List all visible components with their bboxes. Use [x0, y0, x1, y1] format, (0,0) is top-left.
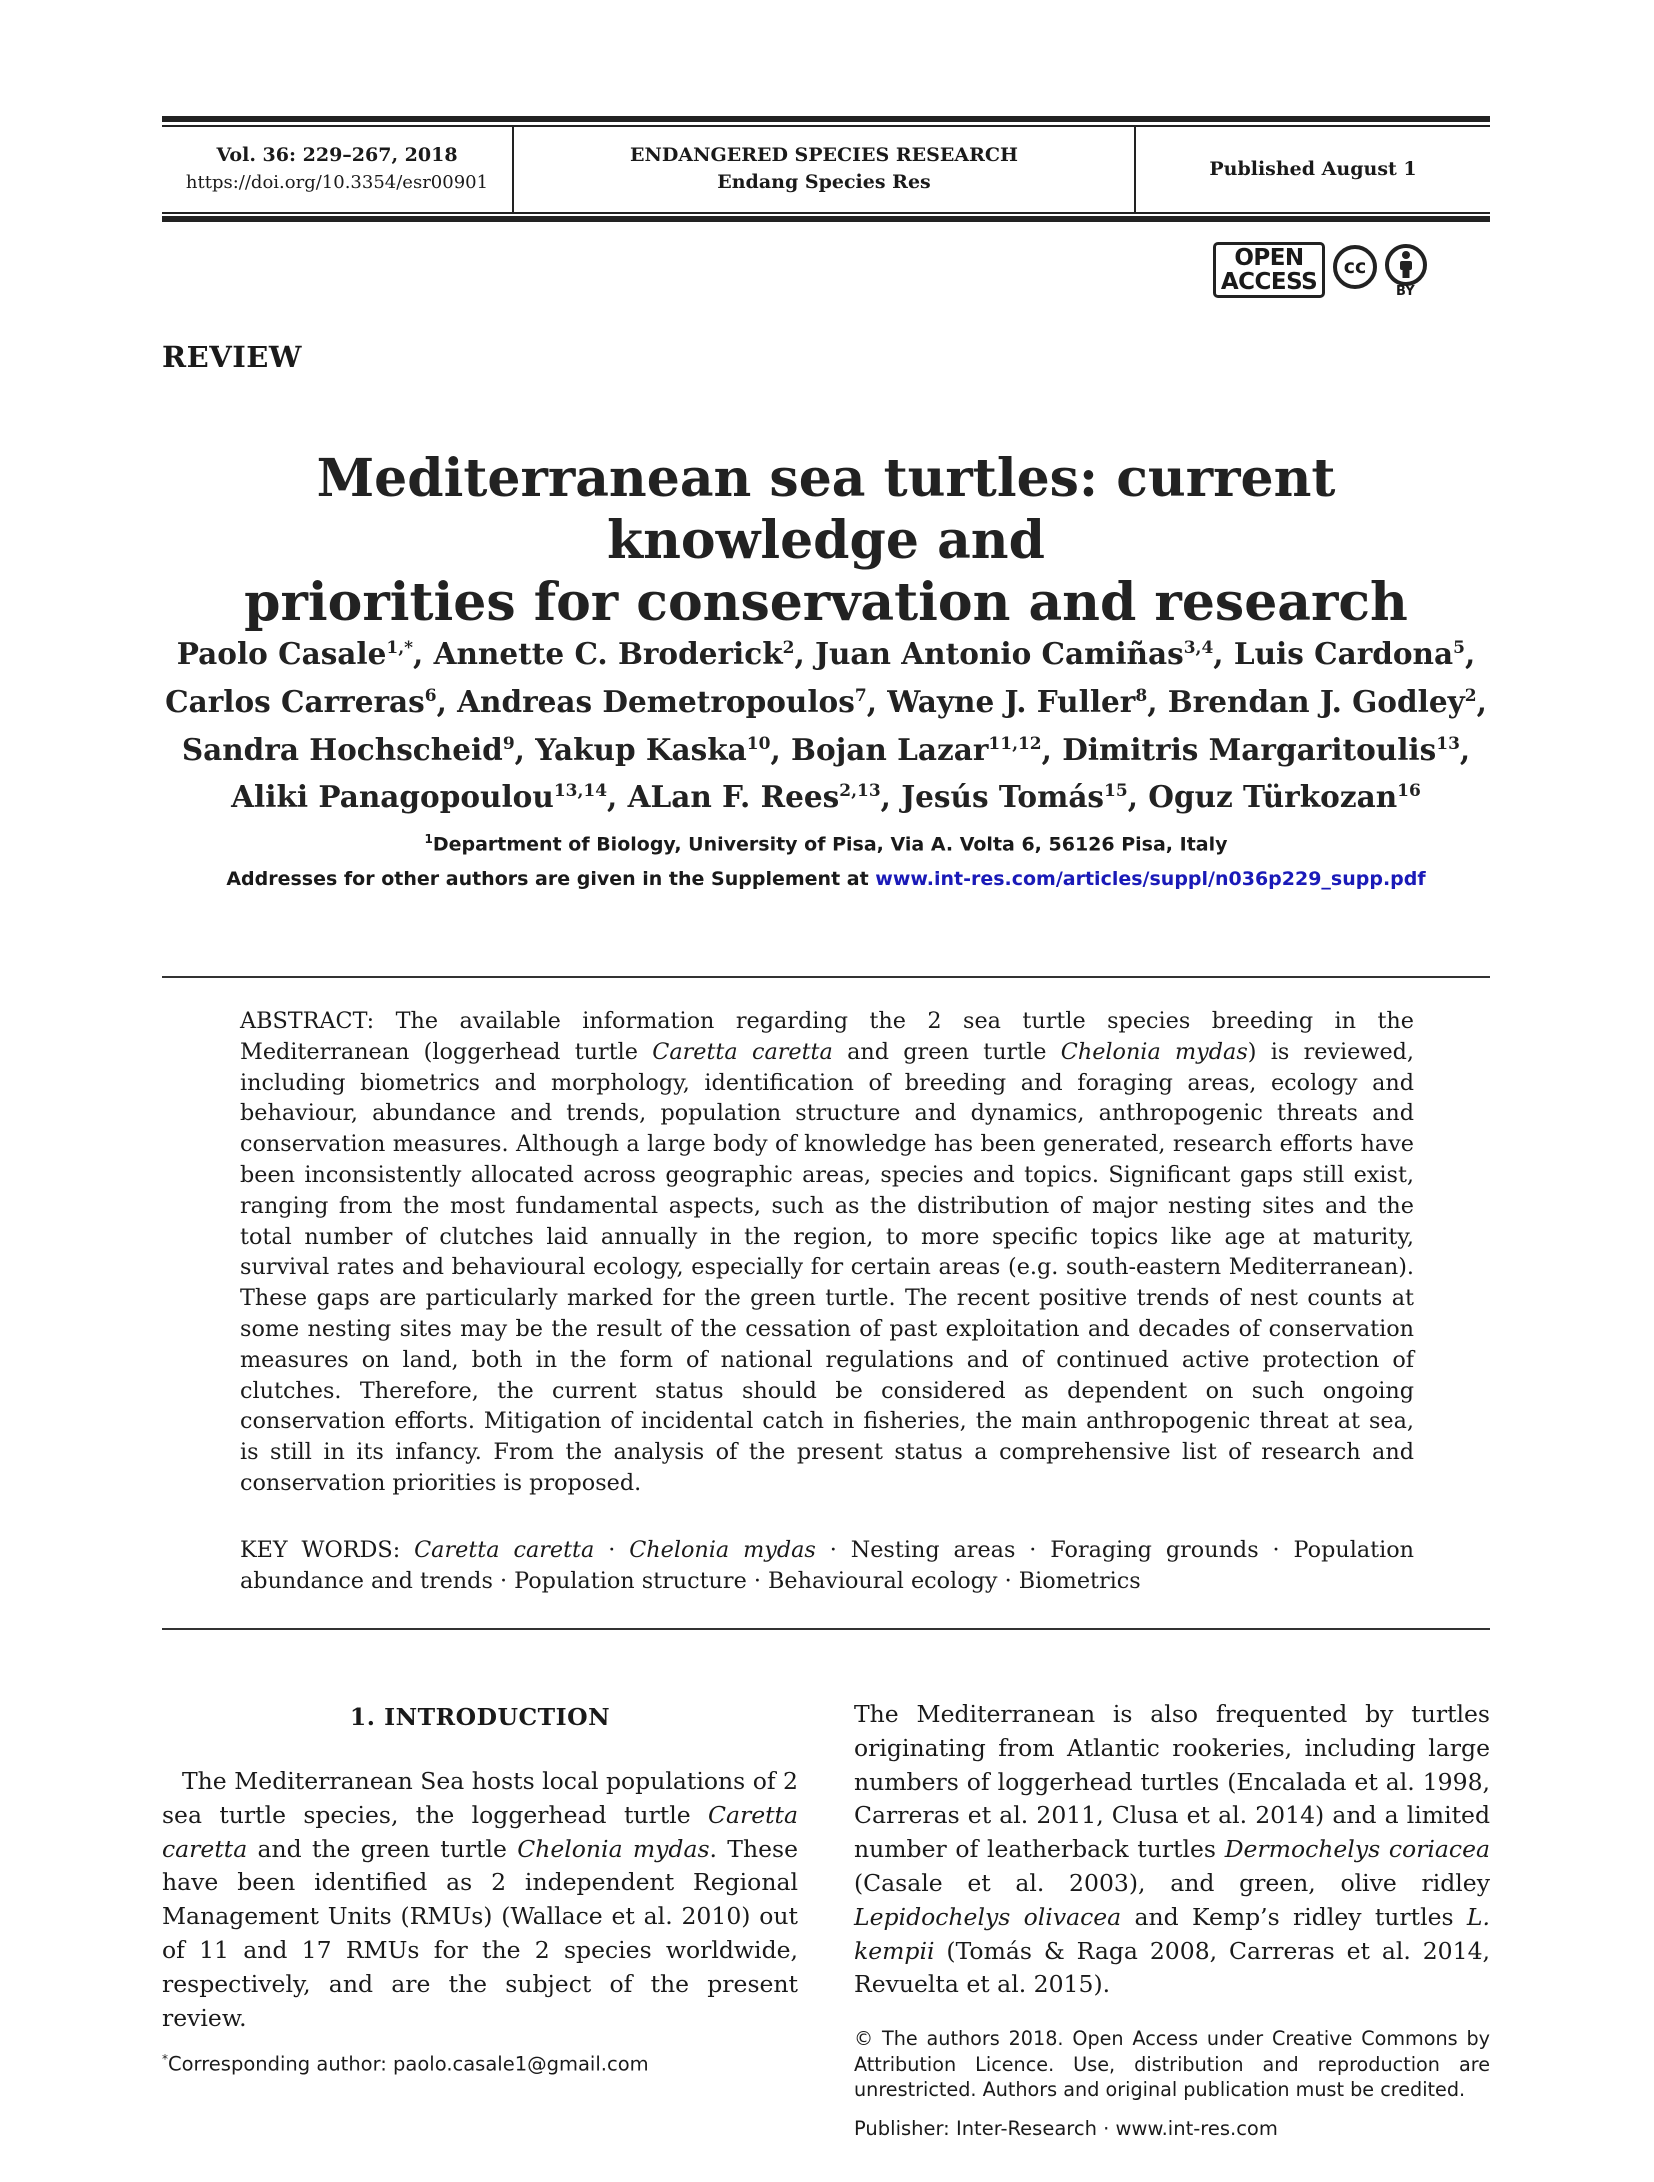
- author-name: Luis Cardona: [1233, 635, 1454, 671]
- header-volume-cell: [162, 126, 512, 212]
- author-name: Andreas Demetropoulos: [457, 683, 855, 719]
- author-separator: ,: [1127, 779, 1149, 815]
- author-separator: ,: [1041, 731, 1063, 767]
- supplement-link[interactable]: www.int-res.com/articles/suppl/n036p229_supp.pdf: [875, 868, 1426, 891]
- author-separator: ,: [436, 683, 458, 719]
- keywords: KEY WORDS: Caretta caretta · Chelonia mydas · Nesting areas · Foraging grounds · Population abundance and trends · Population structure · Behavioural ecology · Biometrics: [240, 1537, 1415, 1594]
- publisher-line: Publisher: Inter-Research · www.int-res.com: [854, 2117, 1278, 2140]
- open-access-icon: OPEN ACCESS: [1213, 242, 1325, 298]
- author-affiliation-marker: 11,12: [988, 733, 1042, 754]
- doi-link[interactable]: https://doi.org/10.3354/esr00901: [185, 172, 489, 193]
- author-separator: ,: [413, 635, 434, 671]
- author-affiliation-marker: 10: [746, 733, 771, 754]
- journal-abbrev: Endang Species Res: [717, 171, 931, 193]
- author-name: Annette C. Broderick: [433, 635, 783, 671]
- license-notice: © The authors 2018. Open Access under Creative Commons by Attribution Licence. Use, distribution and reproduction are unrestricted. Authors and original publication must be credited.: [854, 2027, 1490, 2101]
- header-top-rule: [162, 116, 1490, 122]
- author-name: Aliki Panagopoulou: [231, 779, 554, 815]
- journal-name: ENDANGERED SPECIES RESEARCH: [630, 144, 1018, 166]
- intro-column-left: [162, 1765, 798, 2035]
- author-separator: ,: [794, 635, 816, 671]
- header-date-cell: [1136, 126, 1490, 212]
- author-affiliation-marker: 5: [1453, 638, 1465, 658]
- author-name: Yakup Kaska: [535, 731, 747, 767]
- author-affiliation-marker: 2: [782, 638, 795, 658]
- intro-paragraph: The Mediterranean is also frequented by turtles originating from Atlantic rookeries, including large numbers of loggerhead turtles (Encalada et al. 1998, Carreras et al. 2011, Clusa et al. 2014) and a limited number of leatherback turtles Dermochelys coriacea (Casale et al. 2003), and green, olive ridley Lepidochelys olivacea and Kemp’s ridley turtles L. kempii (Tomás & Raga 2008, Carreras et al. 2014, Revuelta et al. 2015).: [854, 1700, 1490, 1999]
- author-separator: ,: [866, 683, 888, 719]
- affiliation: $^1$Department of Biology, University of Pisa, Via A. Volta 6, 56126 Pisa, Italy Addresses for other authors are given in the Supplement at www.int-res.com/articles/suppl/n036p229_supp.pdf: [226, 832, 1426, 891]
- author-affiliation-marker: 3,4: [1183, 638, 1214, 658]
- author-separator: ,: [1213, 635, 1234, 671]
- attribution-icon: BY: [1384, 243, 1432, 303]
- header-bottom-rule-thin: [162, 212, 1490, 214]
- abstract: ABSTRACT: The available information regarding the 2 sea turtle species breeding in the Mediterranean (loggerhead turtle Caretta caretta and green turtle Chelonia mydas) is reviewed, including biometrics and morphology, identification of breeding and foraging areas, ecology and behaviour, abundance and trends, population structure and dynamics, anthropogenic threats and conservation measures. Although a large body of knowledge has been generated, research efforts have been inconsistently allocated across geographic areas, species and topics. Significant gaps still exist, ranging from the most fundamental aspects, such as the distribution of major nesting sites and the total number of clutches laid annually in the region, to more specific topics like age at maturity, survival rates and behavioural ecology, especially for certain areas (e.g. south-eastern Mediterranean). These gaps are particularly marked for the green turtle. The recent positive trends of nest counts at some nesting sites may be the result of the cessation of past exploitation and decades of conservation measures on land, both in the form of national regulations and of continued active protection of clutches. Therefore, the current status should be considered as dependent on such ongoing conservation efforts. Mitigation of incidental catch in fisheries, the main anthropogenic threat at sea, is still in its infancy. From the analysis of the present status a comprehensive list of research and conservation priorities is proposed.: [240, 1008, 1414, 1496]
- author-name: Wayne J. Fuller: [887, 683, 1136, 719]
- author-affiliation-marker: 7: [854, 685, 867, 706]
- header-bottom-rule: [162, 216, 1490, 222]
- author-name: Juan Antonio Camiñas: [815, 635, 1184, 671]
- author-name: Dimitris Margaritoulis: [1062, 731, 1437, 767]
- author-affiliation-marker: 6: [424, 685, 437, 706]
- author-name: Carlos Carreras: [165, 683, 425, 719]
- author-name: Oguz Türkozan: [1148, 779, 1398, 815]
- creative-commons-icon: cc: [1333, 245, 1377, 289]
- author-separator: ,: [514, 731, 536, 767]
- author-affiliation-marker: 1,*: [386, 638, 414, 658]
- author-separator: ,: [1459, 731, 1471, 767]
- abstract-top-rule: [162, 976, 1490, 978]
- header-journal-cell: [514, 126, 1134, 212]
- volume-info: Vol. 36: 229–267, 2018: [216, 144, 458, 166]
- author-separator: ,: [1476, 683, 1487, 719]
- author-affiliation-marker: 16: [1397, 781, 1421, 802]
- author-name: Brendan J. Godley: [1167, 683, 1465, 719]
- published-date: Published August 1: [1209, 157, 1417, 180]
- author-name: Sandra Hochscheid: [181, 731, 503, 767]
- intro-column-right: [854, 1698, 1490, 2002]
- author-name: Bojan Lazar: [791, 731, 989, 767]
- author-separator: ,: [1147, 683, 1168, 719]
- author-list: [158, 627, 1494, 818]
- author-affiliation-marker: 13: [1436, 733, 1460, 754]
- author-separator: ,: [607, 779, 628, 815]
- author-affiliation-marker: 15: [1104, 781, 1128, 802]
- author-affiliation-marker: 2,13: [839, 781, 881, 802]
- author-affiliation-marker: 2: [1464, 685, 1477, 706]
- author-separator: ,: [770, 731, 792, 767]
- author-name: ALan F. Rees: [627, 779, 840, 815]
- author-separator: ,: [880, 779, 902, 815]
- author-name: Paolo Casale: [176, 635, 387, 671]
- corresponding-author: *Corresponding author: paolo.casale1@gmail.com: [162, 2052, 649, 2076]
- intro-paragraph: The Mediterranean Sea hosts local populations of 2 sea turtle species, the loggerhead turtle Caretta caretta and the green turtle Chelonia mydas. These have been identified as 2 independent Regional Management Units (RMUs) (Wallace et al. 2010) out of 11 and 17 RMUs for the 2 species worldwide, respectively, and are the subject of the present review.: [162, 1767, 798, 2032]
- abstract-bottom-rule: [162, 1628, 1490, 1630]
- section-heading: 1. INTRODUCTION: [349, 1703, 611, 1731]
- author-affiliation-marker: 13,14: [553, 781, 608, 802]
- author-name: Jesús Tomás: [901, 779, 1105, 815]
- article-type: REVIEW: [162, 340, 302, 374]
- author-affiliation-marker: 9: [502, 733, 515, 754]
- author-separator: ,: [1464, 635, 1476, 671]
- author-affiliation-marker: 8: [1135, 685, 1148, 706]
- article-title: Mediterranean sea turtles: current knowledge and priorities for conservation and research: [244, 448, 1408, 633]
